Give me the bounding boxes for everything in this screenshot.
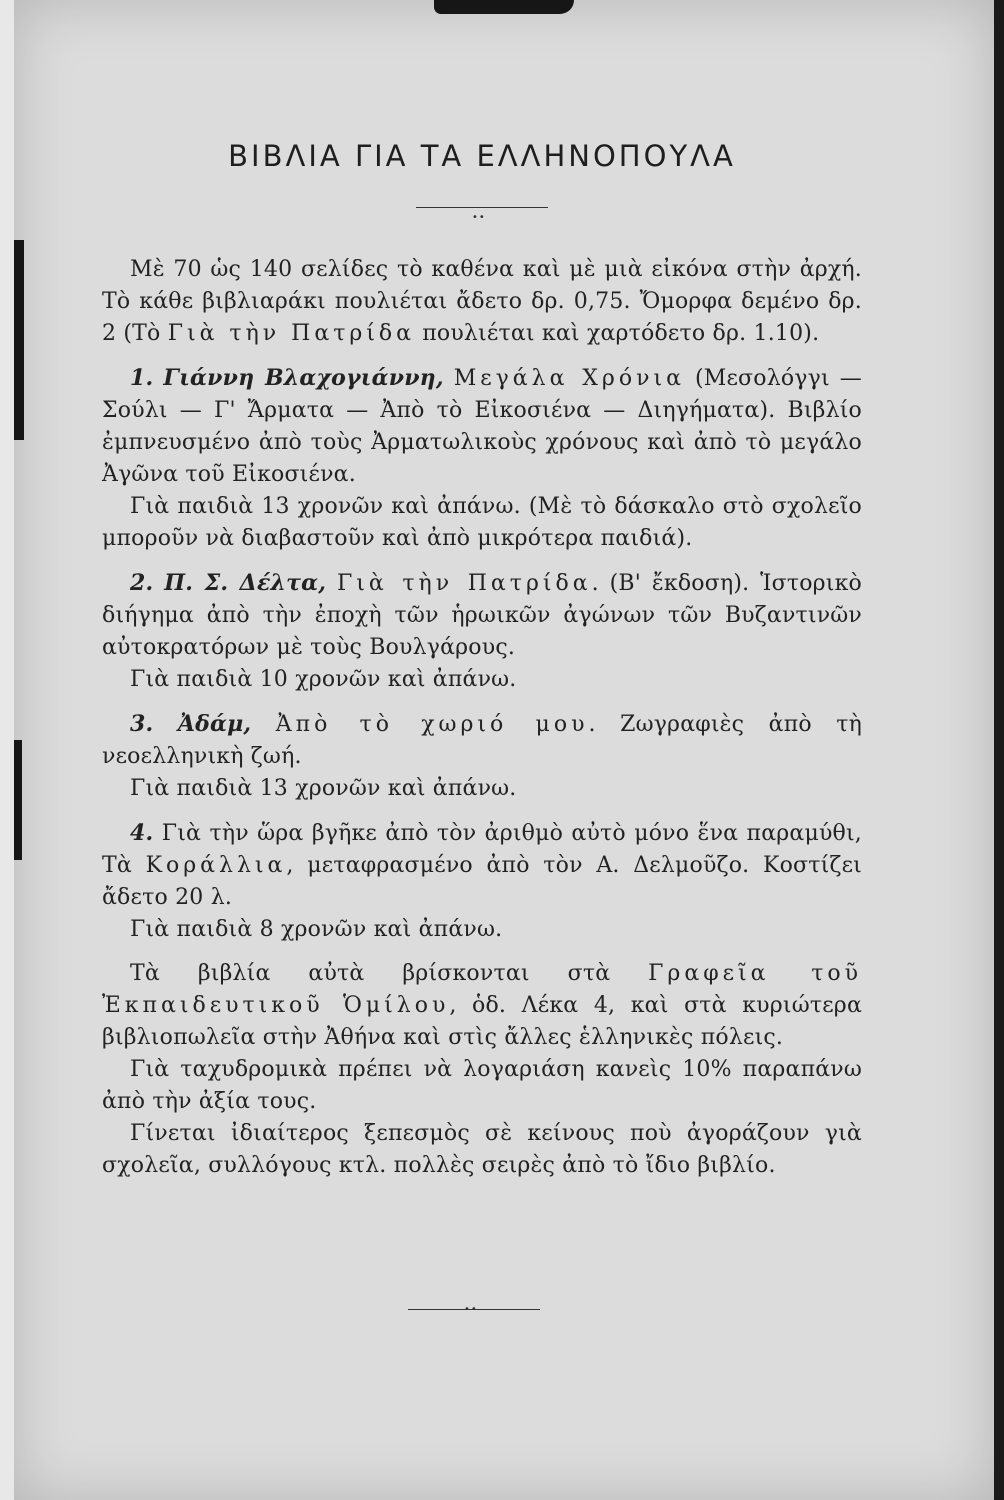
page-content: [102, 140, 862, 1182]
book-entry-1: [102, 362, 862, 555]
availability-note: [102, 958, 862, 1054]
publisher-offices: Γραφεῖα τοῦ Ἐκπαιδευτικοῦ Ὁμίλου: [102, 961, 863, 1018]
postage-note: Γιὰ ταχυδρομικὰ πρέπει νὰ λογαριάση κανεὶς 10% παραπάνω ἀπὸ τὴν ἀξία τους.: [102, 1057, 862, 1114]
book-title: Γιὰ τὴν Πατρίδα: [337, 571, 592, 596]
book-title: Κοράλλια: [145, 853, 287, 878]
book-author: Ἀδάμ,: [177, 711, 252, 737]
book-entry-3-text: [102, 708, 862, 773]
book-author: Γιάννη Βλαχογιάννη,: [163, 365, 444, 391]
book-entry-4-text: [102, 817, 862, 914]
discount-note: Γίνεται ἰδιαίτερος ξεπεσμὸς σὲ κείνους ποὺ ἀγοράζουν γιὰ σχολεῖα, συλλόγους κτλ. πολλὲς σειρὲς ἀπὸ τὸ ἴδιο βιβλίο.: [102, 1121, 862, 1178]
book-entry-4: [102, 817, 862, 946]
separator-ornament: ••: [472, 212, 486, 223]
book-description: . (Β' ἔκδοση). Ἱστορικὸ διήγημα ἀπὸ τὴν ἐποχὴ τῶν ἡρωικῶν ἀγώνων τῶν Βυζαντινῶν αὐτοκρατόρων μὲ τοὺς Βουλγάρους.: [102, 571, 862, 660]
book-title: Ἀπὸ τὸ χωριό μου: [275, 712, 589, 737]
separator-ornament: ••: [464, 1304, 478, 1315]
book-entry-3: [102, 708, 862, 805]
book-age-note: Γιὰ παιδιὰ 8 χρονῶν καὶ ἀπάνω.: [130, 917, 503, 942]
book-entry-2-text: [102, 567, 862, 664]
book-title: Μεγάλα Χρόνια: [453, 366, 685, 391]
book-number: 3.: [130, 711, 154, 737]
book-description: (Μεσολόγγι — Σούλι — Γ' Ἄρματα — Ἀπὸ τὸ Εἰκοσιένα — Διηγήματα). Βιβλίο ἐμπνευσμένο ἀπὸ τοὺς Ἀρματωλικοὺς χρόνους καὶ ἀπὸ τὸ μεγάλο Ἀγῶνα τοῦ Εἰκοσιένα.: [102, 366, 863, 487]
book-number: 2.: [130, 570, 154, 596]
book-entry-1-text: [102, 362, 862, 491]
book-age-note: Γιὰ παιδιὰ 13 χρονῶν καὶ ἀπάνω.: [130, 776, 517, 801]
book-description: . Ζωγραφιὲς ἀπὸ τὴ νεοελληνικὴ ζωή.: [102, 712, 863, 769]
page-title: ΒΙΒΛΙΑ ΓΙΑ ΤΑ ΕΛΛΗΝΟΠΟΥΛΑ: [228, 139, 736, 173]
book-number: 4.: [130, 820, 154, 846]
book-text-a: Γιὰ τὴν ὥρα βγῆκε ἀπὸ τὸν ἀριθμὸ αὐτὸ μόνο ἕνα παραμύθι, Τὰ: [102, 821, 862, 878]
torn-edge-left-2: [14, 740, 22, 860]
title-separator: [416, 198, 548, 223]
availability-text-c: , ὁδ. Λέκα 4, καὶ στὰ κυριώτερα βιβλιοπωλεῖα στὴν Ἀθήνα καὶ στὶς ἄλλες ἑλληνικὲς πόλεις.: [102, 993, 862, 1050]
price-notice-text-a: Μὲ 70 ὡς 140 σελίδες τὸ καθένα καὶ μὲ μιὰ εἰκόνα στὴν ἀρχή. Τὸ κάθε βιβλιαράκι πουλιέται ἄδετο δρ. 0,75. Ὄμορφα δεμένο δρ. 2 (Τὸ: [102, 257, 862, 346]
price-notice-book-title: Γιὰ τὴν Πατρίδα: [167, 321, 416, 346]
book-age-note: Γιὰ παιδιὰ 13 χρονῶν καὶ ἀπάνω. (Μὲ τὸ δάσκαλο στὸ σχολεῖο μποροῦν νὰ διαβαστοῦν καὶ ἀπὸ μικρότερα παιδιά).: [102, 494, 862, 551]
book-entry-2: [102, 567, 862, 696]
price-notice-text-c: πουλιέται καὶ χαρτόδετο δρ. 1.10).: [415, 321, 820, 346]
book-age-note: Γιὰ παιδιὰ 10 χρονῶν καὶ ἀπάνω.: [130, 667, 517, 692]
torn-edge-top: [434, 0, 574, 14]
book-text-b: , μεταφρασμένο ἀπὸ τὸν Α. Δελμοῦζο. Κοστίζει ἄδετο 20 λ.: [102, 853, 863, 910]
torn-edge-left-1: [14, 240, 24, 440]
availability-text-a: Τὰ βιβλία αὐτὰ βρίσκονται στὰ: [130, 961, 649, 986]
bottom-separator: [408, 1300, 540, 1320]
book-author: Π. Σ. Δέλτα,: [164, 570, 327, 596]
book-number: 1.: [130, 365, 154, 391]
price-notice: [102, 254, 862, 350]
